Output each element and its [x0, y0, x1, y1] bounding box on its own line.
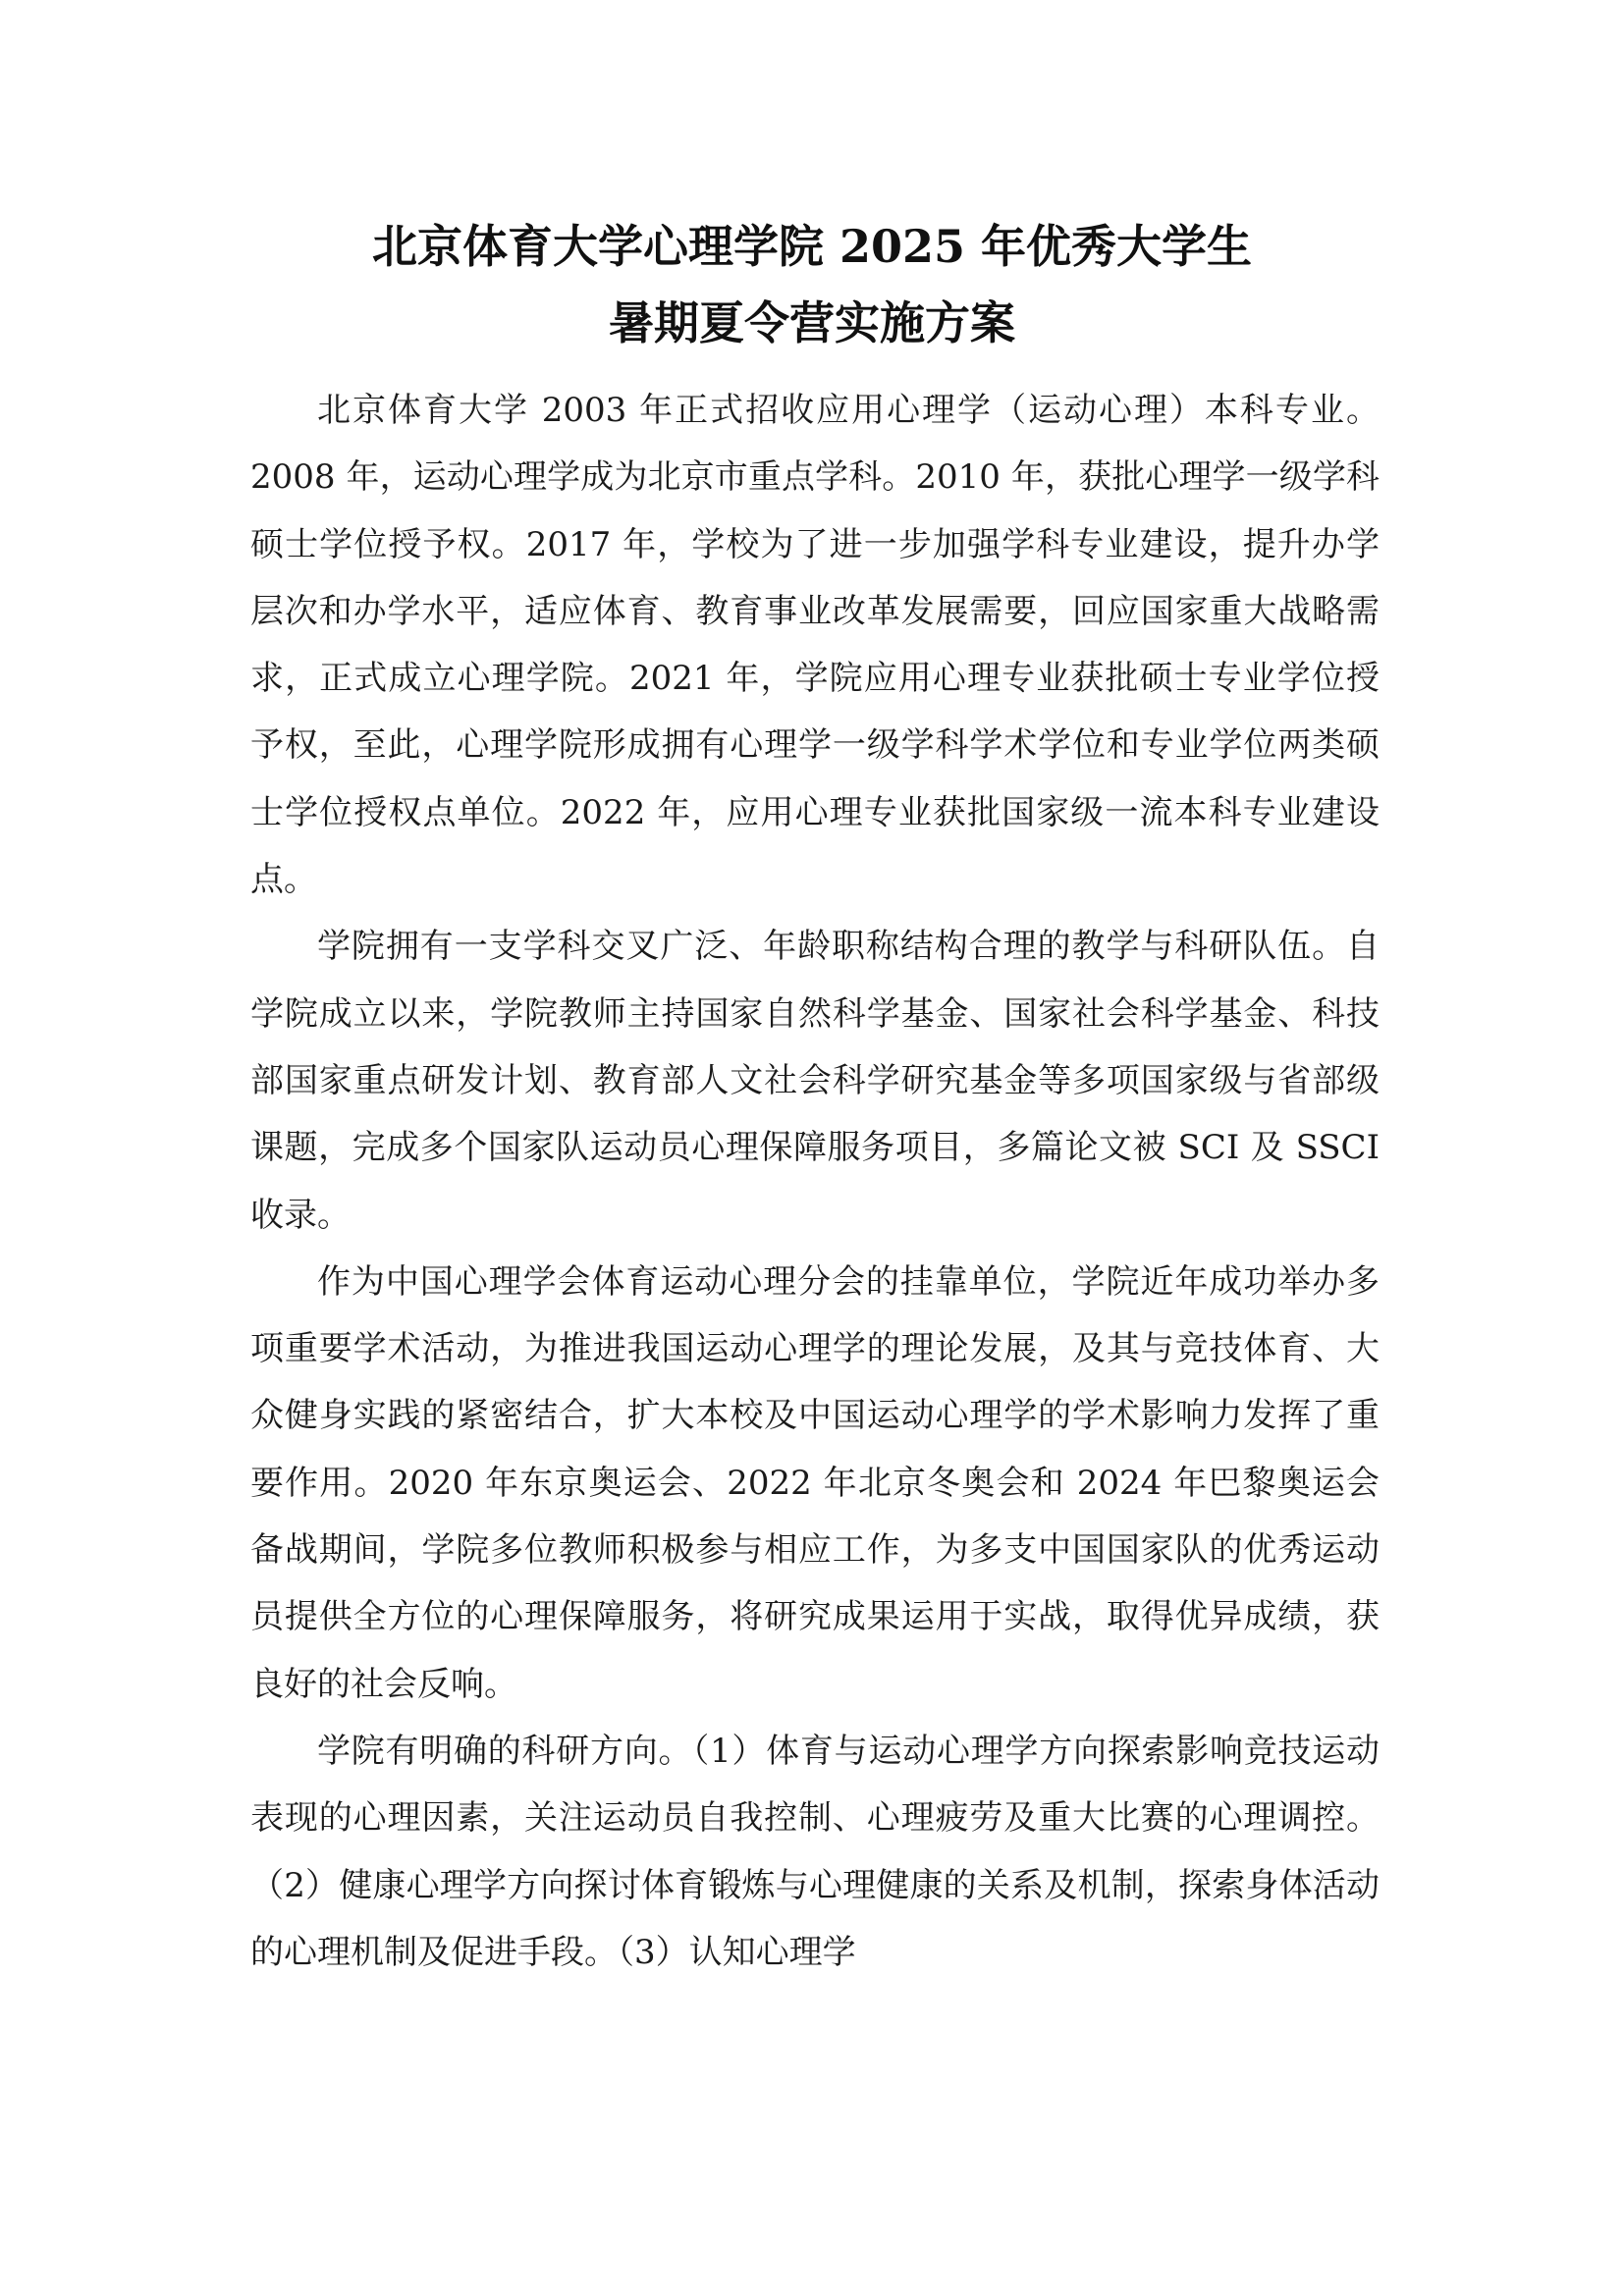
title-line-2: 暑期夏令营实施方案	[609, 296, 1015, 349]
paragraph-history: 北京体育大学 2003 年正式招收应用心理学（运动心理）本科专业。2008 年，运动心理学成为北京市重点学科。2010 年，获批心理学一级学科硕士学位授予权。2017 年，学校为了进一步加强学科专业建设，提升办学层次和办学水平，适应体育、教育事业改革发展需要，回应国家重大战略需求，正式成立心理学院。2021 年，学院应用心理专业获批硕士专业学位授予权，至此，心理学院形成拥有心理学一级学科学术学位和专业学位两类硕士学位授权点单位。2022 年，应用心理专业获批国家级一流本科专业建设点。	[250, 391, 1380, 900]
paragraph-faculty: 学院拥有一支学科交叉广泛、年龄职称结构合理的教学与科研队伍。自学院成立以来，学院教师主持国家自然科学基金、国家社会科学基金、科技部国家重点研发计划、教育部人文社会科学研究基金等多项国家级与省部级课题，完成多个国家队运动员心理保障服务项目，多篇论文被 SCI 及 SSCI 收录。	[250, 927, 1380, 1235]
document-title	[245, 208, 1379, 361]
title-line-1: 北京体育大学心理学院 2025 年优秀大学生	[371, 220, 1253, 273]
document-body	[250, 377, 1380, 1986]
paragraph-activities: 作为中国心理学会体育运动心理分会的挂靠单位，学院近年成功举办多项重要学术活动，为推进我国运动心理学的理论发展，及其与竞技体育、大众健身实践的紧密结合，扩大本校及中国运动心理学的学术影响力发挥了重要作用。2020 年东京奥运会、2022 年北京冬奥会和 2024 年巴黎奥运会备战期间，学院多位教师积极参与相应工作，为多支中国国家队的优秀运动员提供全方位的心理保障服务，将研究成果运用于实战，取得优异成绩，获良好的社会反响。	[250, 1261, 1380, 1704]
paragraph-research-directions: 学院有明确的科研方向。（1）体育与运动心理学方向探索影响竞技运动表现的心理因素，关注运动员自我控制、心理疲劳及重大比赛的心理调控。（2）健康心理学方向探讨体育锻炼与心理健康的关系及机制，探索身体活动的心理机制及促进手段。（3）认知心理学	[250, 1731, 1380, 1972]
